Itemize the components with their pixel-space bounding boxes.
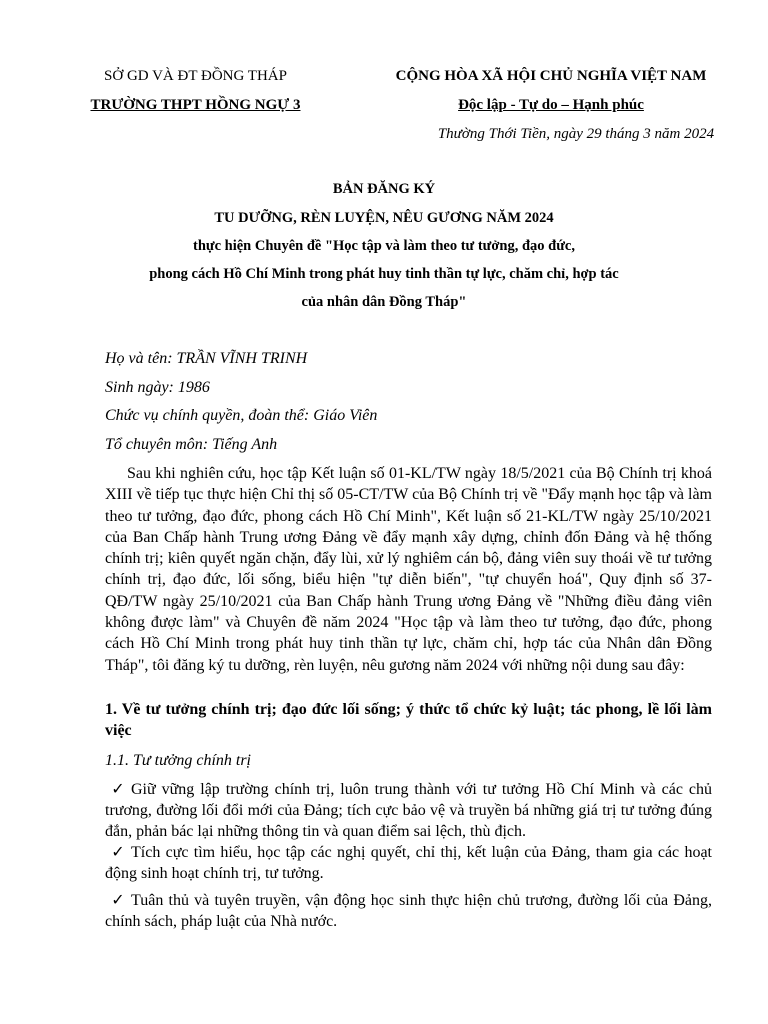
republic-title: CỘNG HÒA XÃ HỘI CHỦ NGHĨA VIỆT NAM <box>395 68 707 84</box>
document-subtitle: TU DƯỠNG, RÈN LUYỆN, NÊU GƯƠNG NĂM 2024 <box>214 210 554 226</box>
bullet-text: Tuân thủ và tuyên truyền, vận động học sinh thực hiện chủ trương, đường lối của Đảng, chính sách, pháp luật của Nhà nước. <box>105 892 712 930</box>
document-title: BẢN ĐĂNG KÝ <box>332 181 436 197</box>
list-item <box>105 842 712 884</box>
department-name: SỞ GD VÀ ĐT ĐỒNG THÁP <box>104 68 287 84</box>
school-name: TRƯỜNG THPT HỒNG NGỰ 3 <box>90 97 301 113</box>
checkmark-icon: ✓ <box>111 844 125 861</box>
checkmark-icon: ✓ <box>111 892 125 909</box>
date-line: Thường Thới Tiền, ngày 29 tháng 3 năm 2024 <box>437 126 715 142</box>
topic-line-3: của nhân dân Đồng Tháp" <box>301 294 467 310</box>
section-1-heading: 1. Về tư tưởng chính trị; đạo đức lối sống; ý thức tổ chức kỷ luật; tác phong, lề lối làm việc <box>105 701 712 739</box>
field-subject-group: Tổ chuyên môn: Tiếng Anh <box>105 436 278 453</box>
field-full-name: Họ và tên: TRẦN VĨNH TRINH <box>105 350 308 367</box>
national-motto: Độc lập - Tự do – Hạnh phúc <box>458 97 644 113</box>
bullet-text: Tích cực tìm hiểu, học tập các nghị quyết, chỉ thị, kết luận của Đảng, tham gia các hoạt động sinh hoạt chính trị, tư tưởng. <box>105 844 712 882</box>
bullet-text: Giữ vững lập trường chính trị, luôn trung thành với tư tưởng Hồ Chí Minh và các chủ trương, đường lối đổi mới của Đảng; tích cực bảo vệ và truyền bá những giá trị tư tưởng đúng đắn, phản bác lại những thông tin và quan điểm sai lệch, thù địch. <box>105 781 712 840</box>
list-item <box>105 779 712 842</box>
subsection-1-1-heading: 1.1. Tư tưởng chính trị <box>105 752 251 769</box>
field-position: Chức vụ chính quyền, đoàn thể: Giáo Viên <box>105 407 378 424</box>
field-birth-year: Sinh ngày: 1986 <box>105 379 210 396</box>
checkmark-icon: ✓ <box>111 781 125 798</box>
intro-paragraph: Sau khi nghiên cứu, học tập Kết luận số 01-KL/TW ngày 18/5/2021 của Bộ Chính trị khoá XIII về tiếp tục thực hiện Chỉ thị số 05-CT/TW của Bộ Chính trị về "Đẩy mạnh học tập và làm theo tư tưởng, đạo đức, phong cách Hồ Chí Minh", Kết luận số 21-KL/TW ngày 25/10/2021 của Ban Chấp hành Trung ương Đảng về đẩy mạnh xây dựng, chỉnh đốn Đảng và hệ thống chính trị; kiên quyết ngăn chặn, đẩy lùi, xử lý nghiêm cán bộ, đảng viên suy thoái về tư tưởng chính trị, đạo đức, lối sống, biểu hiện "tự diễn biến", "tự chuyển hoá", Quy định số 37-QĐ/TW ngày 25/10/2021 của Ban Chấp hành Trung ương Đảng về "Những điều đảng viên không được làm" và Chuyên đề năm 2024 "Học tập và làm theo tư tưởng, đạo đức, phong cách Hồ Chí Minh trong phát huy tinh thần tự lực, chăm chỉ, hợp tác của Nhân dân Đồng Tháp", tôi đăng ký tu dưỡng, rèn luyện, nêu gương năm 2024 với những nội dung sau đây: <box>105 465 712 674</box>
topic-line-2: phong cách Hồ Chí Minh trong phát huy tinh thần tự lực, chăm chỉ, hợp tác <box>149 266 619 282</box>
topic-line-1: thực hiện Chuyên đề "Học tập và làm theo tư tưởng, đạo đức, <box>193 238 575 254</box>
list-item <box>105 890 712 932</box>
